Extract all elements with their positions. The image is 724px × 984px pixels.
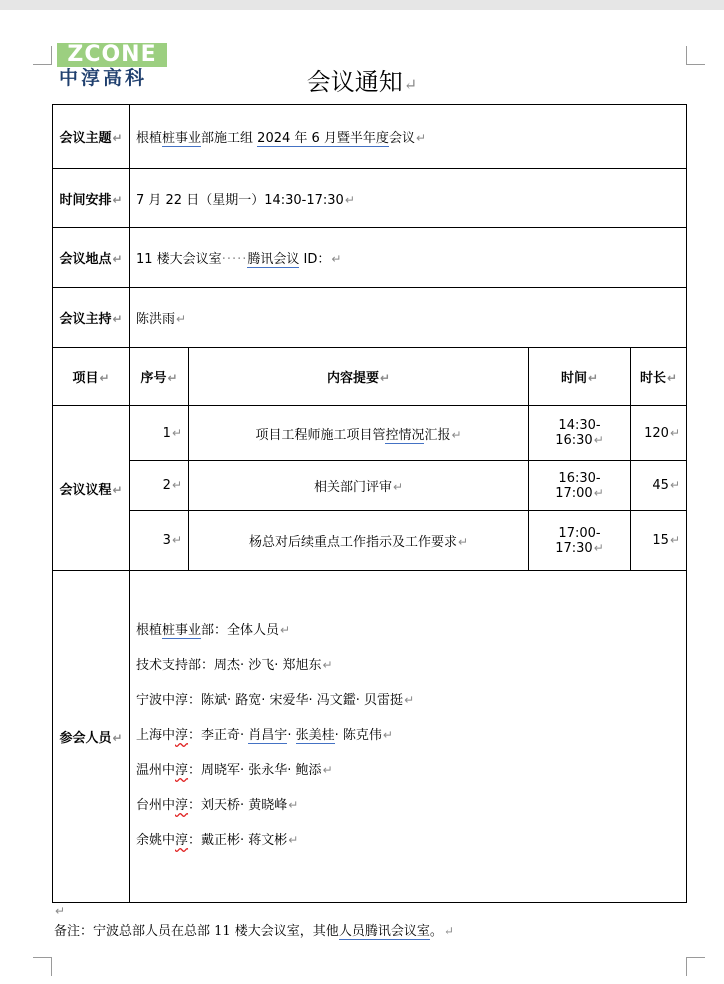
header-time-cell[interactable]: 时间↵ bbox=[529, 348, 631, 406]
header-content-cell[interactable]: 内容提要↵ bbox=[189, 348, 529, 406]
time-label-cell[interactable]: 时间安排↵ bbox=[53, 169, 130, 228]
attendees-value-cell[interactable] bbox=[130, 571, 687, 903]
time-value-cell[interactable]: 7 月 22 日（星期一）14:30-17:30↵ bbox=[130, 169, 687, 228]
agenda-time-cell[interactable]: 16:30-17:00↵ bbox=[529, 461, 631, 511]
crop-mark-bottom-left bbox=[33, 957, 52, 976]
header-no-cell[interactable]: 序号↵ bbox=[130, 348, 189, 406]
agenda-content-cell[interactable]: 相关部门评审↵ bbox=[189, 461, 529, 511]
document-title[interactable] bbox=[0, 66, 724, 101]
agenda-row bbox=[53, 406, 687, 461]
host-row bbox=[53, 288, 687, 348]
agenda-duration-cell[interactable]: 15↵ bbox=[631, 511, 687, 571]
agenda-content-cell[interactable]: 项目工程师施工项目管控情况汇报↵ bbox=[189, 406, 529, 461]
crop-mark-top-left bbox=[33, 46, 52, 65]
agenda-duration-cell[interactable]: 45↵ bbox=[631, 461, 687, 511]
topic-label-cell[interactable]: 会议主题↵ bbox=[53, 105, 130, 169]
attendee-line: 技术支持部：周杰· 沙飞· 郑旭东↵ bbox=[136, 658, 333, 673]
attendee-line: 根植桩事业部：全体人员↵ bbox=[136, 623, 291, 638]
agenda-no-cell[interactable]: 3↵ bbox=[130, 511, 189, 571]
attendee-line: 温州中淳：周晓军· 张永华· 鲍添↵ bbox=[136, 763, 333, 778]
agenda-row bbox=[53, 511, 687, 571]
agenda-no-cell[interactable]: 2↵ bbox=[130, 461, 189, 511]
meeting-table bbox=[52, 104, 687, 903]
agenda-header-row bbox=[53, 348, 687, 406]
host-value-cell[interactable]: 陈洪雨↵ bbox=[130, 288, 687, 348]
attendee-line: 余姚中淳：戴正彬· 蒋文彬↵ bbox=[136, 833, 299, 848]
crop-mark-bottom-right bbox=[686, 957, 705, 976]
attendee-line: 台州中淳：刘天桥· 黄晓峰↵ bbox=[136, 798, 299, 813]
location-value-cell[interactable]: 11 楼大会议室·····腾讯会议 ID：↵ bbox=[130, 228, 687, 288]
agenda-label-cell[interactable]: 会议议程↵ bbox=[53, 406, 130, 571]
agenda-no-cell[interactable]: 1↵ bbox=[130, 406, 189, 461]
header-duration-cell[interactable]: 时长↵ bbox=[631, 348, 687, 406]
paragraph-mark-icon: ↵ bbox=[403, 75, 418, 94]
paragraph-mark-icon: ↵ bbox=[55, 904, 66, 918]
agenda-row bbox=[53, 461, 687, 511]
location-label-cell[interactable]: 会议地点↵ bbox=[53, 228, 130, 288]
logo-text-chinese: 中淳高科 bbox=[59, 67, 148, 89]
remark-note[interactable]: 备注：宁波总部人员在总部 11 楼大会议室，其他人员腾讯会议室。↵ bbox=[54, 924, 454, 939]
attendee-line: 宁波中淳：陈斌· 路宽· 宋爱华· 冯文鑑· 贝雷挺↵ bbox=[136, 693, 415, 708]
agenda-content-cell[interactable]: 杨总对后续重点工作指示及工作要求↵ bbox=[189, 511, 529, 571]
topic-value-cell[interactable]: 根植桩事业部施工组 2024 年 6 月暨半年度会议↵ bbox=[130, 105, 687, 169]
logo-text-zcone: ZCONE bbox=[57, 43, 167, 67]
title-text: 会议通知 bbox=[306, 68, 403, 96]
agenda-duration-cell[interactable]: 120↵ bbox=[631, 406, 687, 461]
location-row bbox=[53, 228, 687, 288]
attendee-line: 上海中淳：李正奇· 肖昌宇· 张美桂· 陈克伟↵ bbox=[136, 728, 393, 743]
attendees-row bbox=[53, 571, 687, 903]
header-item-cell[interactable]: 项目↵ bbox=[53, 348, 130, 406]
topic-row bbox=[53, 105, 687, 169]
agenda-time-cell[interactable]: 14:30-16:30↵ bbox=[529, 406, 631, 461]
time-row bbox=[53, 169, 687, 228]
crop-mark-top-right bbox=[686, 46, 705, 65]
agenda-time-cell[interactable]: 17:00-17:30↵ bbox=[529, 511, 631, 571]
attendees-label-cell[interactable]: 参会人员↵ bbox=[53, 571, 130, 903]
host-label-cell[interactable]: 会议主持↵ bbox=[53, 288, 130, 348]
